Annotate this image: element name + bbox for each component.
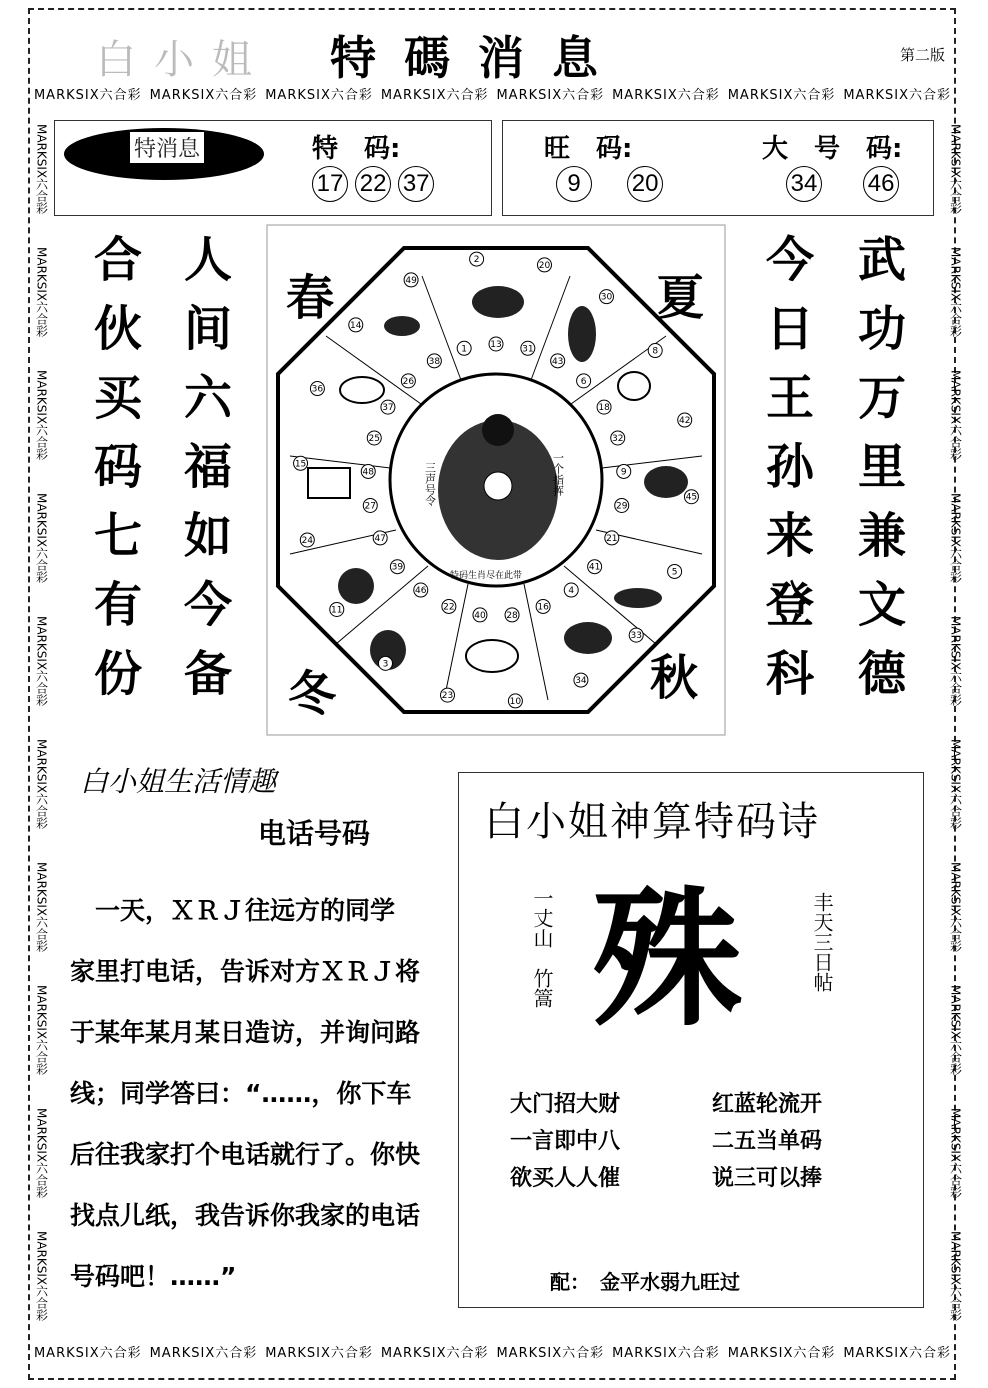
watermark-text: MARKSIX六合彩 (948, 616, 963, 707)
couplet-char: 日 (766, 301, 815, 357)
diagram-number: 3 (382, 659, 389, 670)
poem-line: 红蓝轮流开 (712, 1092, 823, 1117)
riddle-left-hint: 一丈山 竹篙 (530, 888, 554, 1008)
watermark-text: MARKSIX六合彩 (948, 985, 963, 1076)
watermark-text: MARKSIX六合彩 (33, 1345, 142, 1361)
watermark-text: MARKSIX六合彩 (149, 87, 258, 103)
diagram-number: 11 (331, 605, 343, 616)
diagram-number: 43 (551, 356, 564, 367)
diagram-number: 33 (630, 631, 642, 642)
season-char: 夏 (656, 270, 705, 326)
diagram-number: 31 (522, 344, 534, 355)
poem-line: 大门招大财 (510, 1092, 621, 1117)
couplet-char: 里 (858, 439, 907, 495)
watermark-col-right (944, 108, 968, 1338)
watermark-text: MARKSIX六合彩 (34, 739, 49, 830)
watermark-text: MARKSIX六合彩 (34, 616, 49, 707)
watermark-text: MARKSIX六合彩 (380, 1345, 489, 1361)
news-label: 特消息 (130, 132, 204, 163)
diagram-number: 28 (506, 610, 518, 621)
watermark-text: MARKSIX六合彩 (496, 87, 605, 103)
watermark-text: MARKSIX六合彩 (265, 1345, 373, 1361)
left-couplet-outer (94, 226, 142, 709)
diagram-number: 30 (600, 292, 613, 303)
diagram-number: 14 (350, 320, 362, 331)
watermark-text: MARKSIX六合彩 (727, 1345, 836, 1361)
riddle-right-hint: 丰天三日帖 (810, 892, 834, 992)
diagram-number: 47 (374, 533, 386, 544)
watermark-text: MARKSIX六合彩 (496, 1345, 605, 1361)
watermark-row-bottom (30, 1340, 955, 1362)
watermark-col-left (30, 108, 54, 1338)
diagram-number: 49 (405, 275, 417, 286)
diagram-number: 18 (598, 403, 610, 414)
couplet-char: 码 (94, 439, 143, 495)
season-char: 秋 (650, 650, 699, 706)
diagram-number: 34 (575, 676, 587, 687)
poem-combination: 配： 金平水弱九旺过 (550, 1270, 740, 1294)
diagram-number: 10 (509, 696, 522, 707)
poem-line: 欲买人人催 (510, 1166, 621, 1191)
sheep-icon (466, 640, 518, 672)
couplet-char: 份 (94, 646, 143, 702)
center-bottom-text: 特码生肖尽在此带 (450, 571, 523, 581)
watermark-text: MARKSIX六合彩 (727, 87, 836, 103)
watermark-text: MARKSIX六合彩 (612, 87, 720, 103)
season-char: 春 (286, 270, 335, 326)
watermark-text: MARKSIX六合彩 (948, 493, 963, 584)
number-ball: 9 (556, 166, 592, 202)
couplet-char: 登 (766, 577, 815, 633)
diagram-number: 29 (616, 501, 628, 512)
te-ma-numbers (312, 166, 436, 202)
couplet-char: 人 (184, 232, 233, 288)
diagram-number: 32 (612, 433, 624, 444)
diagram-number: 27 (364, 501, 376, 512)
essay-line: 于某年某月某日造访，并询问路 (70, 1018, 421, 1047)
essay-subtitle: 电话号码 (258, 817, 371, 850)
diagram-number: 2 (473, 255, 480, 266)
tiger-icon (568, 306, 596, 362)
diagram-number: 25 (368, 433, 380, 444)
poem-line: 说三可以捧 (712, 1166, 823, 1191)
watermark-text: MARKSIX六合彩 (149, 1345, 258, 1361)
watermark-text: MARKSIX六合彩 (843, 1345, 952, 1361)
pig-icon (340, 377, 384, 403)
number-ball: 46 (863, 166, 899, 202)
couplet-char: 七 (94, 508, 143, 564)
diagram-number: 13 (490, 340, 502, 350)
da-hao-ma-numbers (786, 166, 901, 202)
ox-icon (472, 286, 524, 318)
couplet-char: 今 (766, 232, 815, 288)
diagram-number: 39 (391, 562, 404, 573)
essay-body (70, 880, 440, 1307)
essay-line: 找点儿纸，我告诉你我家的电话 (70, 1201, 421, 1230)
poem-col-2 (712, 1086, 822, 1197)
watermark-text: MARKSIX六合彩 (34, 493, 49, 584)
te-ma-label: 特 码: (312, 134, 401, 164)
couplet-char: 文 (858, 577, 907, 633)
couplet-char: 武 (858, 232, 907, 288)
diagram-number: 22 (443, 602, 455, 613)
couplet-char: 今 (184, 577, 233, 633)
brand-logo: 白小姐 (96, 37, 270, 83)
edition-label: 第二版 (900, 46, 946, 64)
watermark-text: MARKSIX六合彩 (34, 1108, 49, 1199)
diagram-number: 24 (301, 535, 314, 546)
diagram-number: 26 (402, 376, 415, 387)
couplet-char: 买 (94, 370, 143, 426)
diagram-number: 9 (620, 467, 627, 478)
rabbit-icon (618, 372, 650, 400)
watermark-text: MARKSIX六合彩 (34, 370, 49, 461)
couplet-char: 六 (184, 370, 233, 426)
couplet-char: 伙 (94, 301, 143, 357)
number-ball: 17 (312, 166, 348, 202)
couplet-char: 德 (858, 646, 907, 702)
right-couplet-inner (766, 226, 814, 709)
poem-line: 一言即中八 (510, 1129, 621, 1154)
couplet-char: 有 (94, 577, 143, 633)
couplet-char: 孙 (766, 439, 815, 495)
poem-title: 白小姐神算特码诗 (484, 799, 820, 845)
dragon-icon (644, 466, 688, 498)
season-char: 冬 (288, 666, 337, 722)
watermark-text: MARKSIX六合彩 (948, 1108, 963, 1199)
couplet-char: 合 (94, 232, 143, 288)
diagram-number: 15 (294, 459, 307, 470)
essay-line: 一天，ＸＲＪ往远方的同学 (70, 896, 396, 925)
couplet-char: 间 (184, 301, 233, 357)
couplet-char: 万 (858, 370, 907, 426)
watermark-text: MARKSIX六合彩 (612, 1345, 720, 1361)
diagram-number: 38 (428, 356, 441, 367)
diagram-number: 4 (568, 586, 575, 597)
watermark-text: MARKSIX六合彩 (34, 862, 49, 953)
center-right-text: 一个指挥 (551, 452, 565, 496)
poem-col-1 (510, 1086, 620, 1197)
diagram-number: 1 (461, 344, 468, 355)
watermark-text: MARKSIX六合彩 (948, 370, 963, 461)
watermark-text: MARKSIX六合彩 (34, 1231, 49, 1322)
diagram-number: 42 (678, 416, 691, 427)
couplet-char: 功 (858, 301, 907, 357)
rooster-icon (338, 568, 374, 604)
da-hao-ma-label: 大 号 码: (762, 134, 903, 164)
diagram-number: 48 (362, 467, 374, 478)
couplet-char: 来 (766, 508, 815, 564)
diagram-number: 5 (671, 567, 678, 578)
essay-line: 线；同学答曰：“……，你下车 (70, 1079, 412, 1108)
essay-line: 后往我家打个电话就行了。你快 (70, 1140, 421, 1169)
riddle-character: 殊 (592, 873, 743, 1047)
right-couplet-outer (858, 226, 906, 709)
watermark-text: MARKSIX六合彩 (948, 124, 963, 215)
essay-line: 号码吧！……” (70, 1262, 237, 1291)
rat-icon (384, 316, 420, 336)
page-title: 特碼消息 (330, 31, 626, 85)
diagram-number: 37 (382, 403, 394, 414)
essay-title: 白小姐生活情趣 (80, 765, 277, 798)
diagram-number: 16 (537, 602, 549, 613)
number-ball: 22 (355, 166, 391, 202)
watermark-text: MARKSIX六合彩 (34, 247, 49, 338)
diagram-number: 23 (441, 691, 454, 702)
watermark-text: MARKSIX六合彩 (948, 1231, 963, 1322)
diagram-number: 41 (588, 562, 601, 573)
diagram-number: 21 (606, 533, 618, 544)
number-ball: 34 (786, 166, 822, 202)
diagram-number: 45 (685, 492, 698, 503)
horse-icon (564, 622, 612, 654)
wang-ma-numbers (556, 166, 665, 202)
diagram-number: 36 (311, 384, 324, 395)
diagram-number: 20 (538, 260, 551, 271)
diagram-number: 8 (652, 346, 659, 357)
wang-ma-label: 旺 码: (544, 134, 633, 164)
watermark-text: MARKSIX六合彩 (380, 87, 489, 103)
couplet-char: 备 (184, 646, 233, 702)
couplet-char: 福 (184, 439, 233, 495)
watermark-text: MARKSIX六合彩 (265, 87, 373, 103)
poem-line: 二五当单码 (712, 1129, 823, 1154)
dog-icon (308, 468, 350, 498)
couplet-char: 如 (184, 508, 233, 564)
essay-line: 家里打电话，告诉对方ＸＲＪ将 (70, 957, 421, 986)
sage-figure-icon (438, 414, 558, 560)
diagram-number: 46 (415, 586, 427, 597)
couplet-char: 王 (766, 370, 815, 426)
snake-icon (614, 588, 662, 608)
watermark-text: MARKSIX六合彩 (948, 862, 963, 953)
number-ball: 20 (627, 166, 663, 202)
zodiac-octagon-diagram (266, 224, 726, 736)
watermark-text: MARKSIX六合彩 (948, 247, 963, 338)
watermark-text: MARKSIX六合彩 (948, 739, 963, 830)
watermark-text: MARKSIX六合彩 (843, 87, 952, 103)
watermark-text: MARKSIX六合彩 (34, 124, 49, 215)
news-speech-bubble (64, 128, 264, 180)
diagram-number: 40 (474, 610, 486, 621)
left-couplet-inner (184, 226, 232, 709)
watermark-text: MARKSIX六合彩 (33, 87, 142, 103)
center-left-text: 三声号令 (423, 462, 437, 506)
watermark-text: MARKSIX六合彩 (34, 985, 49, 1076)
couplet-char: 科 (766, 646, 815, 702)
diagram-number: 6 (580, 376, 587, 387)
number-ball: 37 (398, 166, 434, 202)
couplet-char: 兼 (858, 508, 907, 564)
